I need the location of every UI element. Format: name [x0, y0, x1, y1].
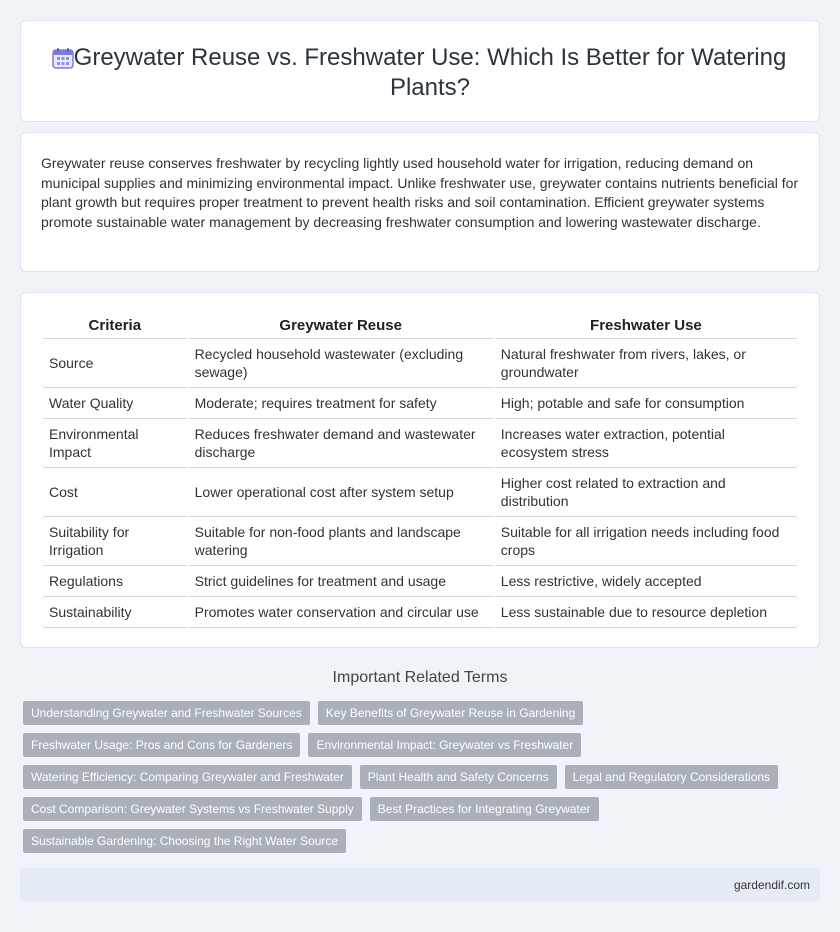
- table-row: [43, 517, 797, 566]
- related-term-tag[interactable]: Best Practices for Integrating Greywater: [370, 797, 599, 821]
- tag-row: [23, 765, 783, 789]
- column-header-freshwater: Freshwater Use: [495, 315, 797, 339]
- column-header-criteria: Criteria: [43, 315, 187, 339]
- tag-row: [23, 701, 783, 725]
- table-cell-greywater: Recycled household wastewater (excluding sewage): [189, 339, 493, 388]
- table-cell-freshwater: High; potable and safe for consumption: [495, 388, 797, 419]
- table-cell-freshwater: Natural freshwater from rivers, lakes, or groundwater: [495, 339, 797, 388]
- related-term-tag[interactable]: Freshwater Usage: Pros and Cons for Gardeners: [23, 733, 300, 757]
- comparison-table-card: [20, 292, 820, 648]
- title-card: [20, 20, 820, 122]
- related-terms-tags: [23, 701, 783, 861]
- related-term-tag[interactable]: Plant Health and Safety Concerns: [360, 765, 557, 789]
- column-header-greywater: Greywater Reuse: [189, 315, 493, 339]
- page-title: Greywater Reuse vs. Freshwater Use: Which Is Better for Watering Plants?: [73, 44, 787, 101]
- table-row: [43, 597, 797, 628]
- table-cell-greywater: Lower operational cost after system setup: [189, 468, 493, 517]
- tag-row: [23, 733, 783, 757]
- table-cell-criteria: Sustainability: [43, 597, 187, 628]
- table-row: [43, 419, 797, 468]
- related-term-tag[interactable]: Environmental Impact: Greywater vs Freshwater: [308, 733, 581, 757]
- tag-row: [23, 797, 783, 821]
- table-cell-criteria: Source: [43, 339, 187, 388]
- table-cell-criteria: Suitability for Irrigation: [43, 517, 187, 566]
- footer-site-link[interactable]: gardendif.com: [733, 878, 810, 892]
- intro-card: [20, 132, 820, 272]
- related-term-tag[interactable]: Key Benefits of Greywater Reuse in Gardening: [318, 701, 583, 725]
- related-term-tag[interactable]: Legal and Regulatory Considerations: [565, 765, 778, 789]
- tag-row: [23, 829, 783, 853]
- table-cell-freshwater: Less sustainable due to resource depletion: [495, 597, 797, 628]
- comparison-table: [41, 315, 799, 628]
- table-row: [43, 339, 797, 388]
- related-term-tag[interactable]: Understanding Greywater and Freshwater Sources: [23, 701, 310, 725]
- table-cell-criteria: Cost: [43, 468, 187, 517]
- table-cell-freshwater: Higher cost related to extraction and distribution: [495, 468, 797, 517]
- table-cell-greywater: Suitable for non-food plants and landscape watering: [189, 517, 493, 566]
- table-cell-greywater: Reduces freshwater demand and wastewater discharge: [189, 419, 493, 468]
- table-cell-criteria: Environmental Impact: [43, 419, 187, 468]
- table-cell-freshwater: Suitable for all irrigation needs including food crops: [495, 517, 797, 566]
- related-term-tag[interactable]: Sustainable Gardening: Choosing the Right Water Source: [23, 829, 346, 853]
- table-row: [43, 566, 797, 597]
- related-term-tag[interactable]: Cost Comparison: Greywater Systems vs Freshwater Supply: [23, 797, 362, 821]
- table-row: [43, 468, 797, 517]
- related-term-tag[interactable]: Watering Efficiency: Comparing Greywater and Freshwater: [23, 765, 352, 789]
- table-row: [43, 388, 797, 419]
- table-cell-greywater: Promotes water conservation and circular use: [189, 597, 493, 628]
- table-cell-freshwater: Less restrictive, widely accepted: [495, 566, 797, 597]
- table-cell-criteria: Regulations: [43, 566, 187, 597]
- footer: [20, 868, 820, 902]
- table-header-row: [43, 315, 797, 339]
- table-cell-greywater: Moderate; requires treatment for safety: [189, 388, 493, 419]
- related-terms-heading: Important Related Terms: [332, 669, 508, 686]
- table-cell-greywater: Strict guidelines for treatment and usage: [189, 566, 493, 597]
- intro-paragraph: Greywater reuse conserves freshwater by recycling lightly used household water for irrigation, reducing demand on municipal supplies and minimizing environmental impact. Unlike freshwater use, greywater contains nutrients beneficial for plant growth but requires proper treatment to prevent health risks and soil contamination. Efficient greywater systems promote sustainable water management by decreasing freshwater consumption and lowering wastewater discharge.: [41, 155, 799, 230]
- table-cell-criteria: Water Quality: [43, 388, 187, 419]
- table-cell-freshwater: Increases water extraction, potential ecosystem stress: [495, 419, 797, 468]
